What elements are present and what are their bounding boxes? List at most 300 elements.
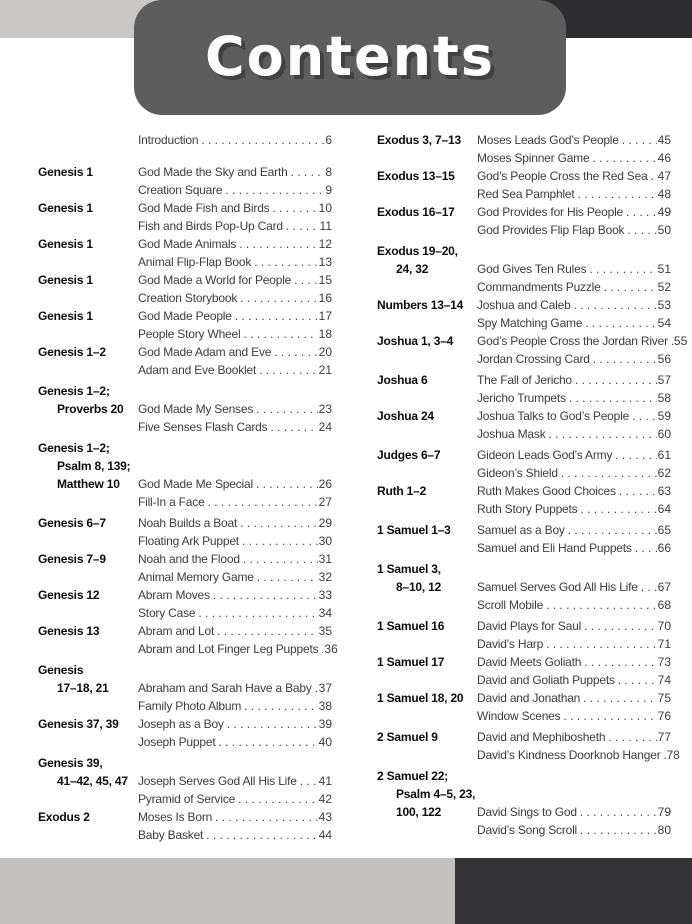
dot-leader (546, 596, 657, 614)
page-number: 12 (318, 237, 332, 251)
lesson-title: Spy Matching Game (477, 316, 583, 330)
scripture-ref: Genesis 1 (38, 201, 93, 215)
page-number: 9 (325, 183, 332, 197)
dot-leader (604, 278, 657, 296)
dot-leader (622, 131, 657, 149)
dot-leader (198, 604, 317, 622)
scripture-ref: Genesis 1–2; (38, 441, 110, 455)
scripture-ref: Exodus 19–20, (377, 244, 458, 258)
page-number: 41 (318, 774, 332, 788)
page-number: 53 (657, 298, 671, 312)
lesson-title: God Made Animals (138, 237, 237, 251)
scripture-ref: Genesis 1 (38, 273, 93, 287)
toc-row (377, 689, 671, 707)
toc-row (377, 278, 671, 296)
dot-leader (635, 539, 657, 557)
toc-row (38, 361, 332, 379)
scripture-ref: 1 Samuel 1–3 (377, 523, 451, 537)
lesson-title: Gideon Leads God’s Army (477, 448, 613, 462)
lesson-title: Introduction (138, 133, 199, 147)
toc-row (38, 550, 332, 568)
page-number: 54 (657, 316, 671, 330)
lesson-title: Joseph Serves God All His Life (138, 774, 297, 788)
scripture-ref: Exodus 16–17 (377, 205, 455, 219)
bottom-right-band (455, 858, 692, 924)
toc-row (38, 715, 332, 733)
toc-group (38, 808, 332, 844)
toc-row (377, 728, 671, 746)
lesson-title: Samuel and Eli Hand Puppets (477, 541, 632, 555)
toc-group (377, 617, 671, 653)
toc-group (377, 167, 671, 203)
dot-leader (201, 131, 324, 149)
dot-leader (627, 221, 656, 239)
dot-leader (580, 500, 656, 518)
dot-leader (206, 826, 317, 844)
page-number: 51 (657, 262, 671, 276)
lesson-title: God Provides for His People (477, 205, 624, 219)
toc-group (377, 242, 671, 296)
lesson-title: Animal Flip-Flap Book (138, 255, 252, 269)
toc-row (38, 640, 338, 658)
toc-ref-line (377, 242, 671, 260)
page-number: 70 (657, 619, 671, 633)
toc-row (38, 217, 332, 235)
dot-leader (549, 425, 657, 443)
page-number: 58 (657, 391, 671, 405)
toc-row (377, 500, 671, 518)
page-number: 77 (657, 730, 671, 744)
page-number: 37 (318, 681, 332, 695)
toc-row (38, 307, 332, 325)
toc-column-1 (38, 131, 338, 844)
lesson-title: Abram and Lot Finger Leg Puppets (138, 642, 319, 656)
page-number: 56 (657, 352, 671, 366)
toc-row (38, 622, 332, 640)
toc-row (377, 653, 671, 671)
lesson-title: Joshua and Caleb (477, 298, 571, 312)
toc-row (377, 635, 671, 653)
page-number: 78 (666, 748, 680, 762)
toc-row (38, 733, 332, 751)
page-number: 16 (318, 291, 332, 305)
page-number: 13 (318, 255, 332, 269)
dot-leader (244, 697, 318, 715)
toc-group (38, 271, 332, 307)
dot-leader (291, 163, 325, 181)
dot-leader (618, 671, 657, 689)
dot-leader (300, 772, 318, 790)
dot-leader (608, 728, 656, 746)
lesson-title: People Story Wheel (138, 327, 241, 341)
dot-leader (546, 635, 657, 653)
page-number: 10 (318, 201, 332, 215)
scripture-ref: Exodus 3, 7–13 (377, 133, 461, 147)
lesson-title: David Plays for Saul (477, 619, 582, 633)
toc-group (38, 754, 332, 808)
scripture-ref: Proverbs 20 (57, 402, 124, 416)
table-of-contents (38, 131, 688, 844)
toc-row (377, 578, 671, 596)
lesson-title: Fish and Birds Pop-Up Card (138, 219, 283, 233)
page-number: 46 (657, 151, 671, 165)
toc-group (377, 371, 671, 407)
lesson-title: Abraham and Sarah Have a Baby (138, 681, 312, 695)
page-number: 24 (318, 420, 332, 434)
toc-row (377, 371, 671, 389)
page-number: 73 (657, 655, 671, 669)
dot-leader (580, 803, 657, 821)
toc-row (377, 671, 671, 689)
page-number: 40 (318, 735, 332, 749)
scripture-ref: 17–18, 21 (57, 681, 109, 695)
lesson-title: Baby Basket (138, 828, 204, 842)
toc-group (377, 446, 671, 482)
toc-row (38, 808, 332, 826)
lesson-title: Jericho Trumpets (477, 391, 566, 405)
lesson-title: Red Sea Pamphlet (477, 187, 575, 201)
page-number: 26 (318, 477, 332, 491)
page-number: 49 (657, 205, 671, 219)
lesson-title: David and Mephibosheth (477, 730, 606, 744)
toc-row (38, 475, 332, 493)
page-number: 6 (325, 133, 332, 147)
toc-group (38, 550, 332, 586)
toc-row (38, 679, 332, 697)
page-number: 32 (318, 570, 332, 584)
lesson-title: David Meets Goliath (477, 655, 582, 669)
scripture-ref: 1 Samuel 18, 20 (377, 691, 464, 705)
page-number: 39 (318, 717, 332, 731)
toc-group (377, 767, 671, 839)
toc-row (377, 707, 671, 725)
dot-leader (227, 715, 318, 733)
page-number: 30 (318, 534, 332, 548)
page-number: 11 (319, 219, 332, 233)
toc-row (38, 493, 332, 511)
toc-group (377, 203, 671, 239)
dot-leader (568, 521, 657, 539)
toc-row (377, 425, 671, 443)
dot-leader (240, 289, 318, 307)
page-number: 17 (318, 309, 332, 323)
lesson-title: Scroll Mobile (477, 598, 544, 612)
scripture-ref: 2 Samuel 9 (377, 730, 438, 744)
scripture-ref: 8–10, 12 (396, 580, 442, 594)
scripture-ref: Judges 6–7 (377, 448, 441, 462)
toc-row (38, 289, 332, 307)
toc-ref-line (377, 785, 671, 803)
page-number: 27 (318, 495, 332, 509)
page-number: 60 (657, 427, 671, 441)
toc-row (377, 803, 671, 821)
toc-row (38, 325, 332, 343)
page-number: 63 (657, 484, 671, 498)
lesson-title: Adam and Eve Booklet (138, 363, 257, 377)
lesson-title: Joseph as a Boy (138, 717, 224, 731)
scripture-ref: Genesis 1–2 (38, 345, 106, 359)
toc-group (38, 439, 332, 511)
lesson-title: Creation Square (138, 183, 223, 197)
lesson-title: Noah Builds a Boat (138, 516, 238, 530)
dot-leader (584, 653, 656, 671)
scripture-ref: Matthew 10 (57, 477, 120, 491)
toc-ref-line (38, 382, 332, 400)
page-number: 34 (318, 606, 332, 620)
toc-row (38, 604, 332, 622)
toc-column-2 (377, 131, 688, 844)
lesson-title: Window Scenes (477, 709, 561, 723)
toc-group (38, 199, 332, 235)
dot-leader (584, 617, 657, 635)
toc-group (38, 163, 332, 199)
dot-leader (256, 400, 318, 418)
page-number: 67 (657, 580, 671, 594)
page-number: 47 (657, 169, 671, 183)
lesson-title: Samuel as a Boy (477, 523, 565, 537)
lesson-title: Floating Ark Puppet (138, 534, 239, 548)
toc-row (377, 203, 671, 221)
lesson-title: Ruth Makes Good Choices (477, 484, 616, 498)
dot-leader (575, 371, 657, 389)
toc-group (38, 715, 332, 751)
page-title: Contents (204, 25, 495, 88)
page-number: 80 (657, 823, 671, 837)
toc-group (377, 689, 671, 725)
scripture-ref: 1 Samuel 16 (377, 619, 445, 633)
toc-group (377, 131, 671, 167)
toc-row (38, 235, 332, 253)
page-number: 43 (318, 810, 332, 824)
page-number: 45 (657, 133, 671, 147)
lesson-title: Pyramid of Service (138, 792, 236, 806)
lesson-title: Moses Is Born (138, 810, 213, 824)
page-number: 18 (318, 327, 332, 341)
toc-ref-line (377, 767, 671, 785)
toc-group (38, 586, 332, 622)
page-number: 15 (318, 273, 332, 287)
page-number: 44 (318, 828, 332, 842)
dot-leader (225, 181, 324, 199)
dot-leader (592, 149, 656, 167)
scripture-ref: Genesis 7–9 (38, 552, 106, 566)
lesson-title: David and Jonathan (477, 691, 581, 705)
scripture-ref: 2 Samuel 22; (377, 769, 448, 783)
scripture-ref: 41–42, 45, 47 (57, 774, 128, 788)
page-number: 8 (325, 165, 332, 179)
dot-leader (208, 493, 318, 511)
toc-group (38, 307, 332, 343)
toc-row (377, 260, 671, 278)
toc-row (38, 163, 332, 181)
dot-leader (270, 418, 317, 436)
page-number: 21 (318, 363, 332, 377)
dot-leader (664, 746, 666, 764)
toc-row (38, 532, 332, 550)
lesson-title: David’s Kindness Doorknob Hanger (477, 748, 661, 762)
page-number: 75 (657, 691, 671, 705)
scripture-ref: Exodus 2 (38, 810, 90, 824)
dot-leader (272, 199, 317, 217)
lesson-title: David and Goliath Puppets (477, 673, 615, 687)
scripture-ref: Ruth 1–2 (377, 484, 427, 498)
toc-row (377, 131, 671, 149)
toc-row (38, 514, 332, 532)
scripture-ref: Genesis 1–2; (38, 384, 110, 398)
page-number: 23 (318, 402, 332, 416)
toc-row (38, 772, 332, 790)
lesson-title: Moses Leads God’s People (477, 133, 619, 147)
dot-leader (259, 361, 318, 379)
toc-row (38, 131, 332, 149)
lesson-title: David’s Harp (477, 637, 544, 651)
dot-leader (274, 343, 317, 361)
toc-group (38, 343, 332, 379)
scripture-ref: Genesis 1 (38, 165, 93, 179)
dot-leader (286, 217, 319, 235)
toc-row (38, 697, 332, 715)
toc-row (38, 826, 332, 844)
toc-row (38, 271, 332, 289)
dot-leader (240, 514, 318, 532)
scripture-ref: Psalm 4–5, 23, (396, 787, 476, 801)
toc-row (377, 167, 671, 185)
toc-row (377, 596, 671, 614)
lesson-title: Family Photo Album (138, 699, 242, 713)
lesson-title: Creation Storybook (138, 291, 238, 305)
lesson-title: David’s Song Scroll (477, 823, 578, 837)
bottom-left-band (0, 858, 455, 924)
page-number: 62 (657, 466, 671, 480)
lesson-title: God’s People Cross the Jordan River (477, 334, 668, 348)
lesson-title: God Made My Senses (138, 402, 254, 416)
page-number: 64 (657, 502, 671, 516)
page-number: 74 (657, 673, 671, 687)
toc-row (377, 617, 671, 635)
dot-leader (569, 389, 657, 407)
page-number: 31 (318, 552, 332, 566)
page-number: 61 (657, 448, 671, 462)
lesson-title: Abram Moves (138, 588, 210, 602)
page-number: 50 (657, 223, 671, 237)
dot-leader (315, 679, 318, 697)
dot-leader (561, 464, 657, 482)
toc-ref-line (38, 754, 332, 772)
toc-group (377, 560, 671, 614)
toc-ref-line (38, 439, 332, 457)
toc-row (38, 790, 332, 808)
page-number: 20 (318, 345, 332, 359)
toc-row (377, 407, 671, 425)
dot-leader (243, 550, 318, 568)
dot-leader (574, 296, 657, 314)
dot-leader (578, 185, 657, 203)
scripture-ref: Genesis 12 (38, 588, 100, 602)
dot-leader (585, 314, 656, 332)
toc-row (377, 746, 680, 764)
toc-row (377, 446, 671, 464)
lesson-title: Noah and the Flood (138, 552, 240, 566)
scripture-ref: 1 Samuel 3, (377, 562, 441, 576)
lesson-title: Story Case (138, 606, 196, 620)
dot-leader (215, 808, 318, 826)
toc-row (377, 482, 671, 500)
lesson-title: God Made the Sky and Earth (138, 165, 288, 179)
dot-leader (321, 640, 323, 658)
lesson-title: Ruth Story Puppets (477, 502, 578, 516)
lesson-title: Gideon’s Shield (477, 466, 558, 480)
dot-leader (257, 568, 318, 586)
dot-leader (641, 578, 657, 596)
dot-leader (254, 253, 317, 271)
dot-leader (651, 167, 657, 185)
toc-row (38, 343, 332, 361)
page-number: 35 (318, 624, 332, 638)
lesson-title: God Made Fish and Birds (138, 201, 270, 215)
toc-group (38, 661, 332, 715)
dot-leader (593, 350, 657, 368)
toc-row (377, 389, 671, 407)
page-number: 66 (657, 541, 671, 555)
scripture-ref: Psalm 8, 139; (57, 459, 131, 473)
toc-group (38, 622, 338, 658)
toc-row (38, 400, 332, 418)
lesson-title: Animal Memory Game (138, 570, 254, 584)
dot-leader (213, 586, 318, 604)
toc-row (377, 521, 671, 539)
page-number: 76 (657, 709, 671, 723)
scripture-ref: 1 Samuel 17 (377, 655, 445, 669)
toc-row (377, 185, 671, 203)
scripture-ref: Joshua 24 (377, 409, 434, 423)
scripture-ref: Genesis 1 (38, 309, 93, 323)
lesson-title: Five Senses Flash Cards (138, 420, 268, 434)
lesson-title: Joshua Talks to God’s People (477, 409, 630, 423)
dot-leader (242, 532, 318, 550)
lesson-title: God Made People (138, 309, 232, 323)
dot-leader (218, 733, 317, 751)
lesson-title: God’s People Cross the Red Sea (477, 169, 648, 183)
toc-row (38, 253, 332, 271)
page-number: 55 (673, 334, 688, 348)
toc-ref-line (38, 457, 332, 475)
scripture-ref: Exodus 13–15 (377, 169, 455, 183)
dot-leader (217, 622, 318, 640)
lesson-title: Commandments Puzzle (477, 280, 601, 294)
dot-leader (563, 707, 656, 725)
dot-leader (671, 332, 673, 350)
lesson-title: God Made a World for People (138, 273, 292, 287)
dot-leader (626, 203, 657, 221)
page-number: 52 (657, 280, 671, 294)
lesson-title: Samuel Serves God All His Life (477, 580, 638, 594)
dot-leader (619, 482, 657, 500)
toc-row (377, 314, 671, 332)
dot-leader (239, 235, 317, 253)
page-number: 59 (657, 409, 671, 423)
toc-row (377, 821, 671, 839)
scripture-ref: Joshua 6 (377, 373, 428, 387)
scripture-ref: Numbers 13–14 (377, 298, 464, 312)
page-number: 65 (657, 523, 671, 537)
toc-group (377, 653, 671, 689)
toc-row (377, 149, 671, 167)
toc-group (377, 728, 680, 764)
toc-row (377, 332, 688, 350)
toc-row (38, 199, 332, 217)
toc-row (38, 586, 332, 604)
toc-group (38, 235, 332, 271)
